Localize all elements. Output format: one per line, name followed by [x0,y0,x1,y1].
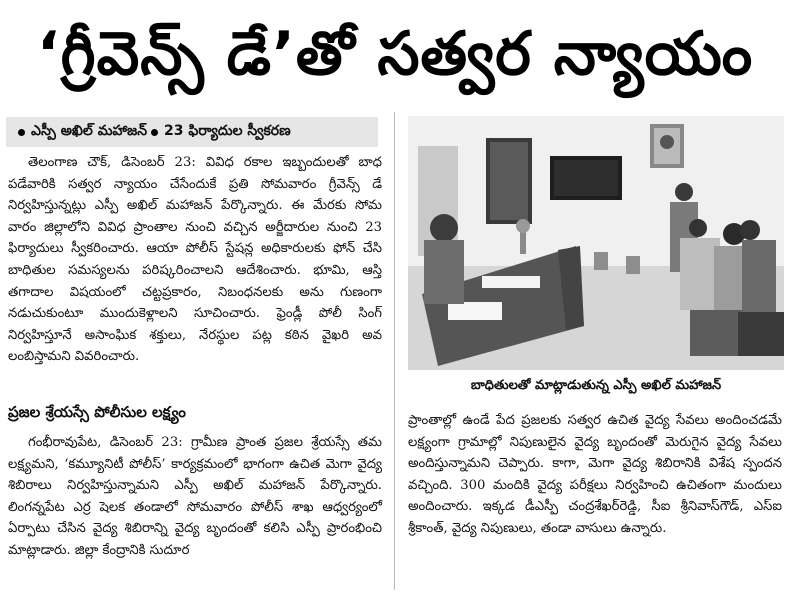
article-paragraph-1: తెలంగాణ చౌక్, డిసెంబర్ 23: వివిధ రకాల ఇబ్బందులతో బాధ పడేవారికి సత్వర న్యాయం చేసేందుకే ప్రతి సోమవారం గ్రీవెన్స్ డే నిర్వహిస్తున్నట్లు ఎస్పీ అఖిల్ మహాజన్ పేర్కొన్నారు. ఈ మేరకు సోమ వారం జిల్లాలోని వివిధ ప్రాంతాల నుంచి వచ్చిన అర్జీదారుల నుంచి 23 ఫిర్యాదులు స్వీకరించారు. ఆయా పోలీస్ స్టేషన్ల అధికారులకు ఫోన్ చేసి బాధితుల సమస్యలను పరిష్కరించాలని ఆదేశించారు. భూమి, ఆస్తి తగాదాల విషయంలో చట్టప్రకారం, నిబంధనలకు అను గుణంగా నడుచుకుంటూ ముందుకెళ్లాలని సూచించారు. ఫ్రెండ్లీ పోలీ సింగ్ నిర్వహిస్తూనే అసాంఘిక శక్తులు, నేరస్థుల పట్ల కఠిన వైఖరి అవ లంబిస్తామని వివరించారు. [8,155,382,365]
subheadline-part1: ఎస్పీ అఖిల్ మహాజన్ [31,122,148,139]
subheadline-part2: 23 ఫిర్యాదుల స్వీకరణ [164,122,291,139]
news-photo [408,116,784,370]
headline: ‘గ్రీవెన్స్ డే’తో సత్వర న్యాయం [36,19,754,89]
photo-caption: బాధితులతో మాట్లాడుతున్న ఎస్పీ అఖిల్ మహాజన్ [470,378,722,393]
article-paragraph-3: ప్రాంతాల్లో ఉండే పేద ప్రజలకు సత్వర ఉచిత వైద్య సేవలు అందించడమే లక్ష్యంగా గ్రామాల్లో నిపుణులైన వైద్య బృందంతో మెరుగైన వైద్య సేవలు అందిస్తున్నామని చెప్పారు. కాగా, మెగా వైద్య శిబిరానికి విశేష స్పందన వచ్చింది. 300 మందికి వైద్య పరీక్షలు నిర్వహించి ఉచితంగా మందులు అందించారు. ఇక్కడ డీఎస్పీ చంద్రశేఖర్‌రెడ్డి, సీఐ శ్రీనివాస్‌గౌడ్, ఎస్ఐ శ్రీకాంత్, వైద్య నిపుణులు, తండా వాసులు ఉన్నారు. [408,413,782,536]
column-divider [394,112,395,590]
subheadline-bar [6,117,378,147]
section-heading: ప్రజల శ్రేయస్సే పోలీసుల లక్ష్యం [8,403,186,421]
bullet-icon [18,129,25,136]
article-paragraph-2: గంభీరావుపేట, డిసెంబర్ 23: గ్రామీణ ప్రాంత ప్రజల శ్రేయస్సే తమ లక్ష్యమని, ‘కమ్యూనిటీ పోలీస్’ కార్యక్రమంలో భాగంగా ఉచిత మెగా వైద్య శిబిరాలు నిర్వహిస్తున్నామని ఎస్పీ అఖిల్ మహాజన్ పేర్కొన్నారు. లింగన్నపేట ఎర్ర షెలక తండాలో సోమవారం పోలీస్ శాఖ ఆధ్వర్యంలో ఏర్పాటు చేసిన వైద్య శిబిరాన్ని వైద్య బృందంతో కలిసి ఎస్పీ ప్రారంభించి మాట్లాడారు. జిల్లా కేంద్రానికి సుదూర [8,435,382,558]
bullet-icon [151,129,158,136]
